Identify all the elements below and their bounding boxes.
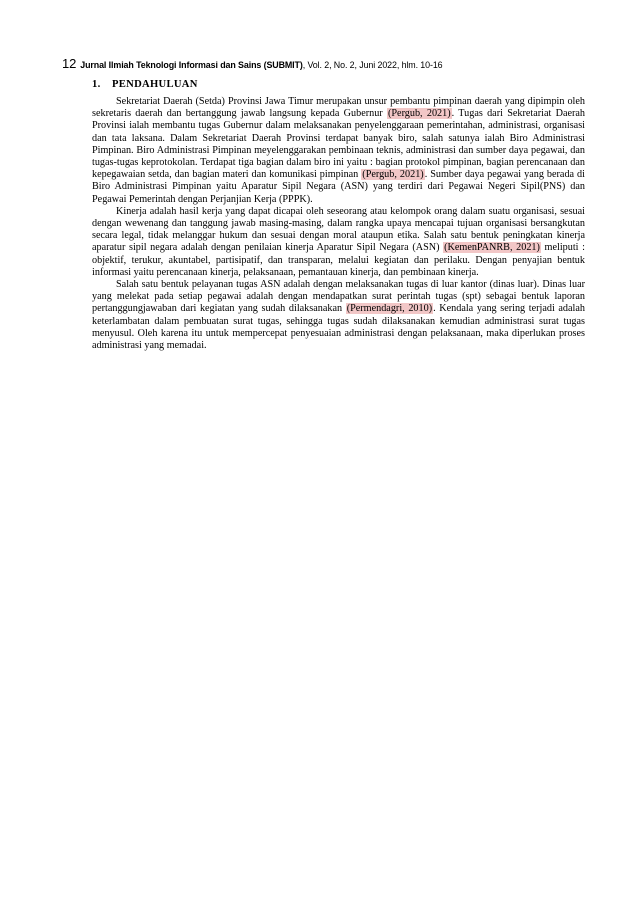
- text-run: meliputi : objektif, terukur, akuntabel, partisipatif, dan transparan, melalui kegiatan dan perilaku. Dengan penyajian bentuk informasi yaitu perencanaan kinerja, pelaksanaan, pemantauan kinerja, dan pembinaan kinerja.: [92, 242, 585, 278]
- body-text: [92, 96, 585, 352]
- text-run: . Kendala yang sering terjadi adalah keterlambatan dalam pembuatan surat tugas, sehingga tugas sudah dilaksanakan kemudian administrasi surat tugas menyusul. Oleh karena itu untuk mempercepat penyesuaian administrasi dengan pelaksanaan, maka diperlukan proses administrasi yang memadai.: [92, 303, 585, 352]
- paragraph: [92, 96, 585, 206]
- paragraph: [92, 279, 585, 352]
- text-run: . Tugas dari Sekretariat Daerah Provinsi ialah membantu tugas Gubernur dalam melaksanakan penyelenggaraan pemerintahan, administrasi, organisasi dan tata laksana. Dalam Sekretariat Daerah Provinsi terdapat banyak biro, salah satunya ialah Biro Administrasi Pimpinan. Biro Administrasi Pimpinan meyelenggarakan pembinaan teknis, administrasi dan sumber daya pegawai, dan tugas-tugas keprotokolan. Terdapat tiga bagian dalam biro ini yaitu : bagian protokol pimpinan, bagian perencanaan dan kepegawaian setda, dan bagian materi dan komunikasi pimpinan: [92, 108, 585, 181]
- issue-info: , Vol. 2, No. 2, Juni 2022, hlm. 10-16: [302, 60, 443, 70]
- section-number: 1.: [92, 79, 101, 90]
- journal-name: Jurnal Ilmiah Teknologi Informasi dan Sains (SUBMIT): [80, 60, 303, 70]
- running-header: [62, 57, 602, 72]
- citation-highlight: (Pergub, 2021): [362, 169, 424, 181]
- section-title: PENDAHULUAN: [112, 79, 198, 90]
- page-number: 12: [62, 56, 77, 71]
- text-run: Kinerja adalah hasil kerja yang dapat dicapai oleh seseorang atau kelompok orang dalam suatu organisasi, sesuai dengan wewenang dan tanggung jawab masing-masing, dalam rangka upaya mencapai tujuan organisasi bersangkutan secara legal, tidak melanggar hukum dan sesuai dengan moral ataupun etika. Salah satu bentuk peningkatan kinerja aparatur sipil negara adalah dengan penilaian kinerja Aparatur Sipil Negara (ASN): [92, 205, 585, 254]
- text-run: Salah satu bentuk pelayanan tugas ASN adalah dengan melaksanakan tugas di luar kantor (dinas luar). Dinas luar yang melekat pada setiap pegawai adalah dengan mendapatkan surat perintah tugas (spt) sebagai bentuk laporan pertanggungjawaban dari kegiatan yang sudah dilaksanakan: [92, 279, 585, 315]
- citation-highlight: (Permendagri, 2010): [346, 303, 433, 315]
- text-run: . Sumber daya pegawai yang berada di Biro Administrasi Pimpinan yaitu Aparatur Sipil Negara (ASN) yang terdiri dari Pegawai Negeri Sipil(PNS) dan Pegawai Pemerintah dengan Perjanjian Kerja (PPPK).: [92, 169, 585, 205]
- text-run: Sekretariat Daerah (Setda) Provinsi Jawa Timur merupakan unsur pembantu pimpinan daerah yang dipimpin oleh sekretaris daerah dan bertanggung jawab langsung kepada Gubernur: [92, 96, 585, 120]
- section-heading: [92, 78, 198, 92]
- citation-highlight: (KemenPANRB, 2021): [444, 242, 540, 254]
- paragraph: [92, 206, 585, 279]
- citation-highlight: (Pergub, 2021): [387, 108, 451, 120]
